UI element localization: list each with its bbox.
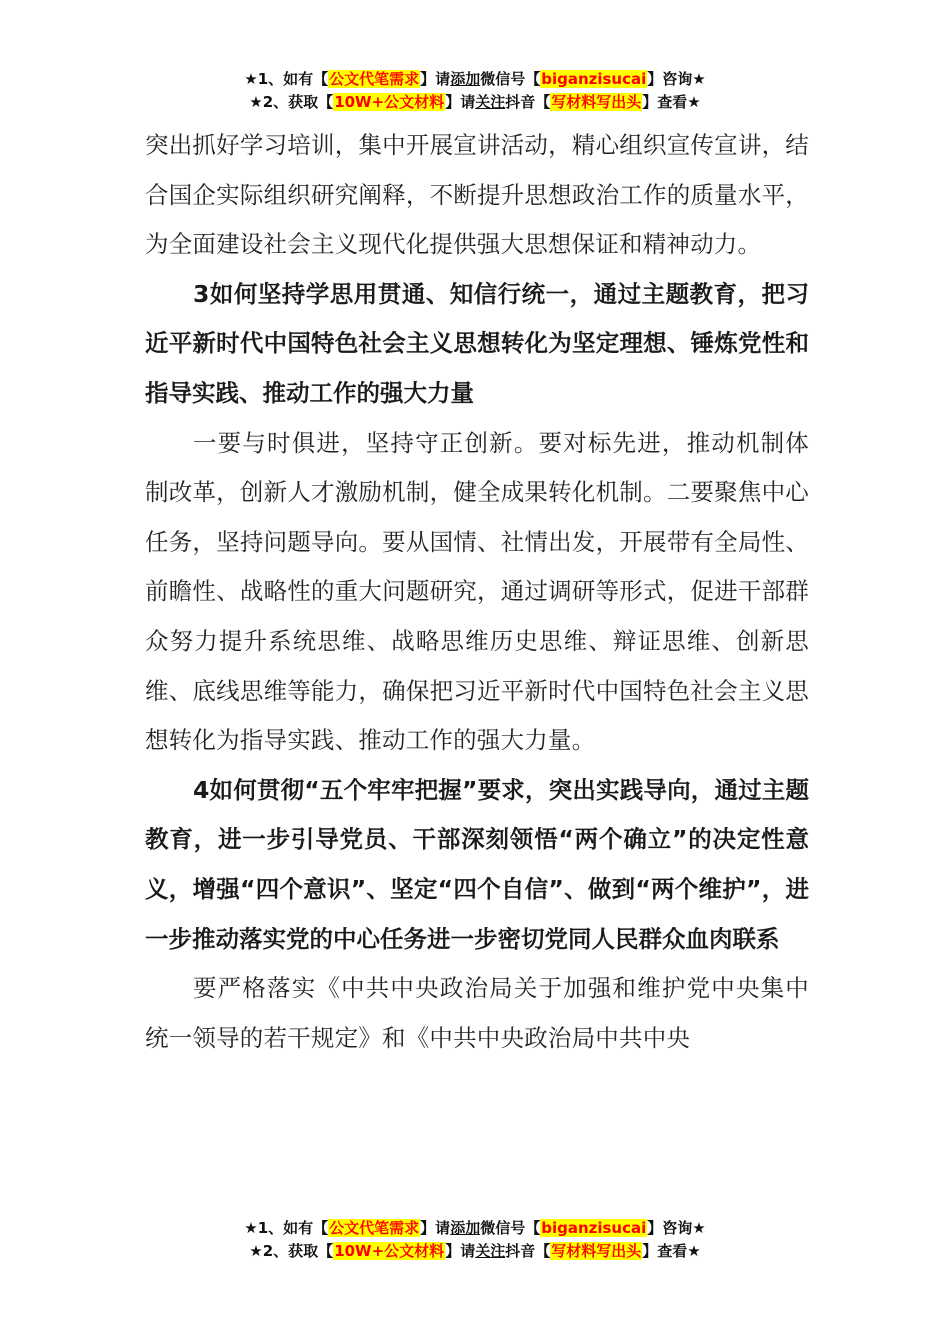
highlight-materials: 10W+公文材料	[334, 93, 445, 111]
banner-underlined: 关注	[475, 1242, 506, 1260]
header-banner	[0, 68, 950, 114]
banner-underlined: 添加	[450, 70, 481, 88]
footer-banner	[0, 1217, 950, 1263]
banner-text: 】请	[420, 70, 451, 88]
banner-line-1	[0, 68, 950, 91]
banner-text: 】请	[420, 1219, 451, 1237]
banner-underlined: 添加	[450, 1219, 481, 1237]
banner-line-2	[0, 1240, 950, 1263]
banner-text: 】查看★	[642, 93, 701, 111]
banner-underlined: 关注	[475, 93, 506, 111]
section-heading-3: 3如何坚持学思用贯通、知信行统一，通过主题教育，把习近平新时代中国特色社会主义思想转化为坚定理想、锤炼党性和指导实践、推动工作的强大力量	[145, 279, 809, 407]
paragraph: 要严格落实《中共中央政治局关于加强和维护党中央集中统一领导的若干规定》和《中共中央政治局中共中央	[145, 974, 809, 1052]
highlight-materials: 10W+公文材料	[334, 1242, 445, 1260]
banner-text: 微信号【	[480, 70, 541, 88]
highlight-service: 公文代笔需求	[329, 1219, 420, 1237]
banner-text: 抖音【	[505, 1242, 551, 1260]
highlight-wechat-id: biganzisucai	[541, 70, 647, 88]
highlight-douyin-account: 写材料写出头	[551, 1242, 642, 1260]
paragraph: 一要与时俱进，坚持守正创新。要对标先进，推动机制体制改革，创新人才激励机制，健全成果转化机制。二要聚焦中心任务，坚持问题导向。要从国情、社情出发，开展带有全局性、前瞻性、战略性的重大问题研究，通过调研等形式，促进干部群众努力提升系统思维、战略思维历史思维、辩证思维、创新思维、底线思维等能力，确保把习近平新时代中国特色社会主义思想转化为指导实践、推动工作的强大力量。	[145, 428, 809, 755]
banner-text: 】请	[445, 93, 476, 111]
highlight-douyin-account: 写材料写出头	[551, 93, 642, 111]
banner-text: 】咨询★	[647, 70, 706, 88]
banner-text: 微信号【	[480, 1219, 541, 1237]
highlight-wechat-id: biganzisucai	[541, 1219, 647, 1237]
banner-line-2	[0, 91, 950, 114]
banner-text: ★1、如有【	[244, 1219, 329, 1237]
highlight-service: 公文代笔需求	[329, 70, 420, 88]
banner-text: 】查看★	[642, 1242, 701, 1260]
banner-text: 】请	[445, 1242, 476, 1260]
banner-text: 】咨询★	[647, 1219, 706, 1237]
banner-text: ★2、获取【	[249, 93, 334, 111]
banner-text: ★2、获取【	[249, 1242, 334, 1260]
document-body	[145, 121, 809, 1063]
banner-line-1	[0, 1217, 950, 1240]
paragraph: 突出抓好学习培训，集中开展宣讲活动，精心组织宣传宣讲，结合国企实际组织研究阐释，不断提升思想政治工作的质量水平，为全面建设社会主义现代化提供强大思想保证和精神动力。	[145, 131, 809, 259]
banner-text: ★1、如有【	[244, 70, 329, 88]
banner-text: 抖音【	[505, 93, 551, 111]
section-heading-4: 4如何贯彻“五个牢牢把握”要求，突出实践导向，通过主题教育，进一步引导党员、干部深刻领悟“两个确立”的决定性意义，增强“四个意识”、坚定“四个自信”、做到“两个维护”，进一步推动落实党的中心任务进一步密切党同人民群众血肉联系	[145, 775, 809, 953]
